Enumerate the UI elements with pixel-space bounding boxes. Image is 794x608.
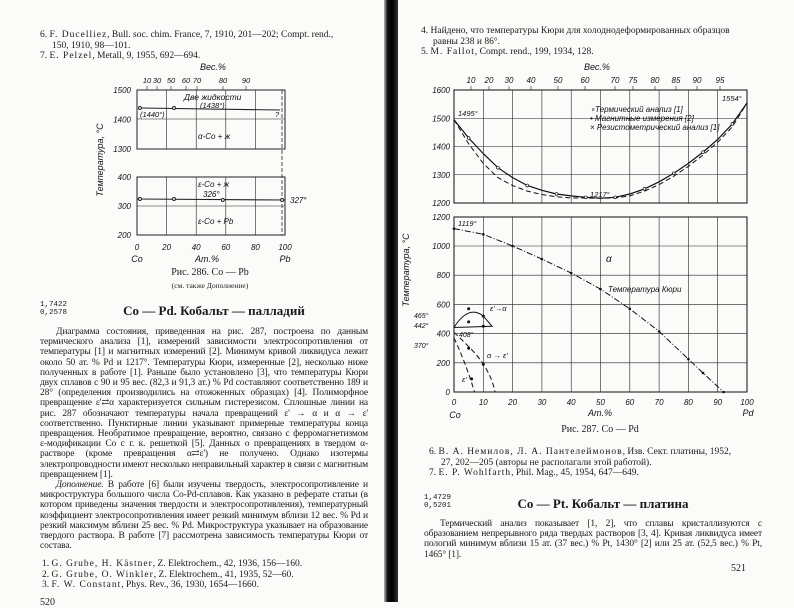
reference-item: 6. В. А. Немилов, Л. А. Пантелеймонов, Изв. Сект. платины, 1952, 27, 202—205 (авторы не располагали этой работой).: [429, 447, 732, 468]
data-point: [555, 193, 558, 196]
label-1495: 1495°: [458, 109, 478, 118]
section-body-co-pd: [40, 327, 368, 551]
reference-item: 1. G. Grube, H. Kästner, Z. Elektrochem., 42, 1936, 156—160.: [42, 559, 303, 570]
data-point: [731, 123, 734, 126]
data-point: [173, 107, 176, 110]
top-tick-label: 20: [484, 76, 494, 85]
top-tick-label: 50: [553, 76, 563, 85]
reference-item: 5. M. Fallot, Compt. rend., 199, 1934, 128.: [421, 47, 594, 57]
x-tick-label: 100: [278, 243, 292, 252]
data-point: [702, 151, 705, 154]
data-point: [453, 227, 456, 230]
top-axis-label: Вес.%: [200, 62, 226, 72]
data-point: [526, 184, 529, 187]
top-tick-label: 30: [504, 76, 514, 85]
figure-287-co-pd: [398, 0, 794, 440]
reference-item: 4. Найдено, что температуры Кюри для холоднодеформированных образцов равны 238 и 86°.: [421, 26, 730, 47]
data-point: [629, 307, 632, 310]
label-1217: 1217°: [590, 190, 610, 199]
data-point: [672, 172, 675, 175]
paragraph: Термический анализ показывает [1, 2], что сплавы кристаллизуются с образованием непрерывного ряда твердых растворов [3, 4]. Кривая ликвидуса имеет пологий минимум вблизи 15 ат. (37 вес.) % Pt, 1430° [2] или 25 ат. (52,5 вес.) % Pt, 1465° [1].: [424, 519, 762, 560]
figure-286-subcaption: (см. также Дополнение): [171, 281, 249, 290]
x-tick-label: 60: [221, 243, 231, 252]
x-tick-label: 30: [537, 398, 547, 407]
x-tick-label: 100: [740, 398, 754, 407]
data-point: [599, 288, 602, 291]
section-code-co-pt: 1,4729 0,5201: [424, 494, 452, 510]
legend-resistometric: × Резистометрический анализ [1]: [590, 123, 720, 132]
x-tick-label: 70: [654, 398, 664, 407]
reference-item: 6. F. Ducelliez, Bull. soc. chim. France, 7, 1910, 201—202; Compt. rend., 150, 1910, 98—101.: [40, 30, 334, 51]
section-title-co-pt: Co — Pt. Кобальт — платина: [517, 496, 689, 511]
y-tick-label: 400: [117, 173, 131, 182]
x-right-label: Pb: [279, 254, 291, 264]
top-tick-label: 90: [241, 76, 251, 85]
label-eps-to-alpha: ε'→α: [490, 304, 507, 313]
data-point: [482, 363, 485, 366]
reference-item: 7. E. P. Wohlfarth, Phil. Mag., 45, 1954, 647—649.: [429, 468, 639, 478]
y-tick-label: 1400: [432, 142, 450, 152]
data-point: [467, 320, 470, 323]
y-tick-label: 1600: [432, 86, 450, 95]
section-header-co-pd: [40, 301, 368, 321]
y-tick-label: 200: [436, 358, 450, 368]
figure-286-co-pb: [0, 0, 384, 300]
top-tick-label: 70: [610, 76, 620, 85]
label-eps-pb: ε-Co + Pb: [198, 217, 234, 226]
top-tick-label: 75: [628, 76, 638, 85]
x-tick-label: 50: [596, 398, 605, 407]
x-tick-label: 0: [134, 243, 140, 252]
data-point: [497, 166, 500, 169]
legend-thermal: ∘Термический анализ [1]: [590, 105, 683, 114]
top-tick-label: 40: [526, 76, 536, 85]
y-tick-label: 200: [117, 231, 131, 240]
x-tick-label: 20: [162, 243, 172, 252]
y-axis-label: Температура, °C: [95, 123, 105, 197]
label-370: 370°: [414, 343, 429, 350]
data-point: [281, 199, 284, 202]
data-point: [702, 372, 705, 375]
legend-magnetic: • Магнитные измерения [2]: [590, 114, 694, 123]
y-tick-label: 600: [436, 300, 450, 310]
data-point: [584, 196, 587, 199]
x-tick-label: 20: [508, 398, 518, 407]
y-tick-label: 1400: [113, 115, 131, 125]
top-tick-label: 10: [466, 76, 476, 85]
reference-item: 3. F. W. Constant, Phys. Rev., 36, 1930, 1654—1660.: [42, 580, 259, 591]
figure-287-caption: Рис. 287. Co — Pd: [561, 424, 639, 435]
top-tick-label: 60: [580, 76, 590, 85]
label-two-liquids: Две жидкости: [184, 92, 242, 102]
section-header-co-pt: [424, 494, 762, 514]
y-tick-label: 400: [436, 329, 450, 339]
y-tick-label: 1500: [432, 114, 450, 124]
paragraph-addendum: Дополнение. В работе [6] были изучены твердость, электросопротивление и микроструктура большого числа Co-Pd-сплавов. Как указано в реферате статьи (в котором приведены значения твердости и электросопротивления), температурный коэффициент электросопротивления имеет резкий минимум вблизи 12 вес. % Pd и резкий максимум вблизи 25 вес. % Pd. Микроструктура указывает на образование твердого раствора. В работе [7] рассмотрена зависимость температуры Кюри от состава.: [40, 480, 368, 552]
top-tick-label: 30: [152, 76, 162, 85]
label-eps: ε': [462, 375, 467, 384]
y-tick-label: 800: [436, 271, 450, 281]
label-327: 327°: [290, 196, 307, 205]
y-tick-label: 1200: [432, 212, 450, 222]
book-gutter: [384, 0, 398, 602]
x-tick-label: 40: [566, 398, 576, 407]
data-point: [541, 258, 544, 261]
label-465: 465°: [414, 313, 429, 320]
y-tick-label: 1000: [432, 242, 450, 251]
eps-to-alpha-curve: [454, 312, 492, 327]
data-point: [467, 137, 470, 140]
right-page-text-flow: [424, 494, 762, 574]
data-point: [658, 330, 661, 333]
page-number-left: 520: [40, 596, 55, 608]
figure-286-caption: Рис. 286. Co — Pb: [171, 267, 249, 278]
data-point: [173, 198, 176, 201]
x-axis-label: Ат.%: [195, 254, 219, 264]
top-tick-label: 60: [181, 76, 191, 85]
data-point: [221, 199, 224, 202]
y-axis-label: Температура, °C: [401, 233, 411, 307]
top-axis-label: Вес.%: [584, 62, 610, 72]
x-tick-label: 60: [625, 398, 635, 407]
reference-item: 7. E. Pelzel, Metall, 9, 1955, 692—694.: [40, 51, 201, 61]
label-1554: 1554°: [722, 94, 742, 103]
x-tick-label: 80: [683, 398, 693, 407]
data-point: [722, 391, 725, 394]
top-tick-label: 10: [142, 76, 152, 85]
data-point: [687, 358, 690, 361]
x-right-label: Pd: [742, 408, 754, 418]
y-tick-label: 0: [445, 388, 450, 397]
y-tick-label: 300: [117, 202, 131, 211]
references-mid-right: [429, 447, 779, 479]
label-326: 326°: [203, 190, 220, 199]
data-point: [470, 377, 473, 380]
label-alpha: α: [606, 254, 612, 265]
reference-item: 2. G. Grube, O. Winkler, Z. Elektrochem., 41, 1935, 52—60.: [42, 569, 294, 580]
x-tick-label: 40: [191, 243, 201, 252]
top-tick-label: 70: [192, 76, 202, 85]
paragraph: Диаграмма состояния, приведенная на рис. 287, построена по данным термического анализа [1], измерений зависимости электросопротивления от температуры [1] и магнитных измерений [2]. Минимум кривой ликвидуса лежит около 50 ат. % Pd и 1217°. Температуры Кюри, измеренные [2], несколько ниже полученных в работе [1]. Раньше было установлено [3], что температуры Кюри двух сплавов с 90 и 95 вес. (82,3 и 91,3 ат.) % Pd составляют соответственно 189 и 28° (определения производились на отожженных образцах) [4]. Полиморфное превращение ε'⇄α характеризуется сильным гистерезисом. Сплошные линии на рис. 287 обозначают температуры начала превращений ε' → α и α → ε' соответственно. Пунктирные линии указывают примерные температуры конца превращения. Необратимое превращение, вероятно, связано с ферромагнетизмом ε-модификации Co с г. к. решеткой [5]. Данных о превращениях в твердом α-растворе (кроме превращения α⇄ε') не получено. Однако изотермы электропроводности имеют несколько неправильный характер в связи с магнитным превращением [1].: [40, 327, 368, 480]
x-tick-label: 90: [713, 398, 723, 407]
y-tick-label: 1300: [432, 170, 450, 180]
top-tick-label: 50: [166, 76, 176, 85]
eutectic-line: [137, 199, 285, 200]
left-page-text-flow: [40, 301, 368, 608]
label-442: 442°: [414, 323, 429, 330]
x-axis-label: Ат.%: [588, 408, 612, 418]
data-point: [482, 233, 485, 236]
label-408: 408°: [459, 332, 474, 339]
x-tick-label: 10: [478, 398, 488, 407]
data-point: [482, 315, 485, 318]
y-tick-label: 1200: [432, 199, 450, 208]
data-point: [570, 272, 573, 275]
top-tick-label: 80: [650, 76, 660, 85]
top-tick-label: 95: [715, 76, 725, 85]
label-alpha-to-eps: α → ε': [487, 351, 508, 360]
section-title-co-pd: Co — Pd. Кобальт — палладий: [123, 303, 305, 318]
x-tick-label: 0: [451, 398, 457, 407]
label-alpha-liquid: α-Co + ж: [198, 132, 231, 141]
section-code-co-pd: 1,7422 0,2578: [40, 301, 68, 317]
page-number-right: 521: [731, 562, 746, 574]
top-tick-label: 90: [692, 76, 702, 85]
data-point: [511, 245, 514, 248]
top-tick-label: 85: [671, 76, 681, 85]
data-point: [482, 325, 485, 328]
label-question: ?: [275, 110, 280, 119]
data-point: [467, 347, 470, 350]
x-left-label: Co: [131, 254, 143, 264]
top-tick-label: 80: [218, 76, 228, 85]
references-bottom-left: [40, 559, 368, 591]
data-point: [614, 196, 617, 199]
section-body-co-pt: [424, 519, 762, 560]
x-left-label: Co: [449, 410, 461, 420]
y-tick-label: 1300: [113, 145, 131, 154]
data-point: [643, 187, 646, 190]
label-1440: (1440°): [140, 110, 165, 119]
label-curie: Температура Кюри: [608, 285, 682, 294]
label-1119: 1119°: [458, 219, 477, 228]
data-point: [467, 307, 470, 310]
label-1438: (1438°): [200, 101, 225, 110]
alpha-to-eps-curve: [454, 332, 495, 392]
data-point: [138, 198, 141, 201]
label-eps-liquid: ε-Co + ж: [198, 180, 230, 189]
y-tick-label: 1500: [113, 86, 131, 95]
x-tick-label: 80: [250, 243, 260, 252]
